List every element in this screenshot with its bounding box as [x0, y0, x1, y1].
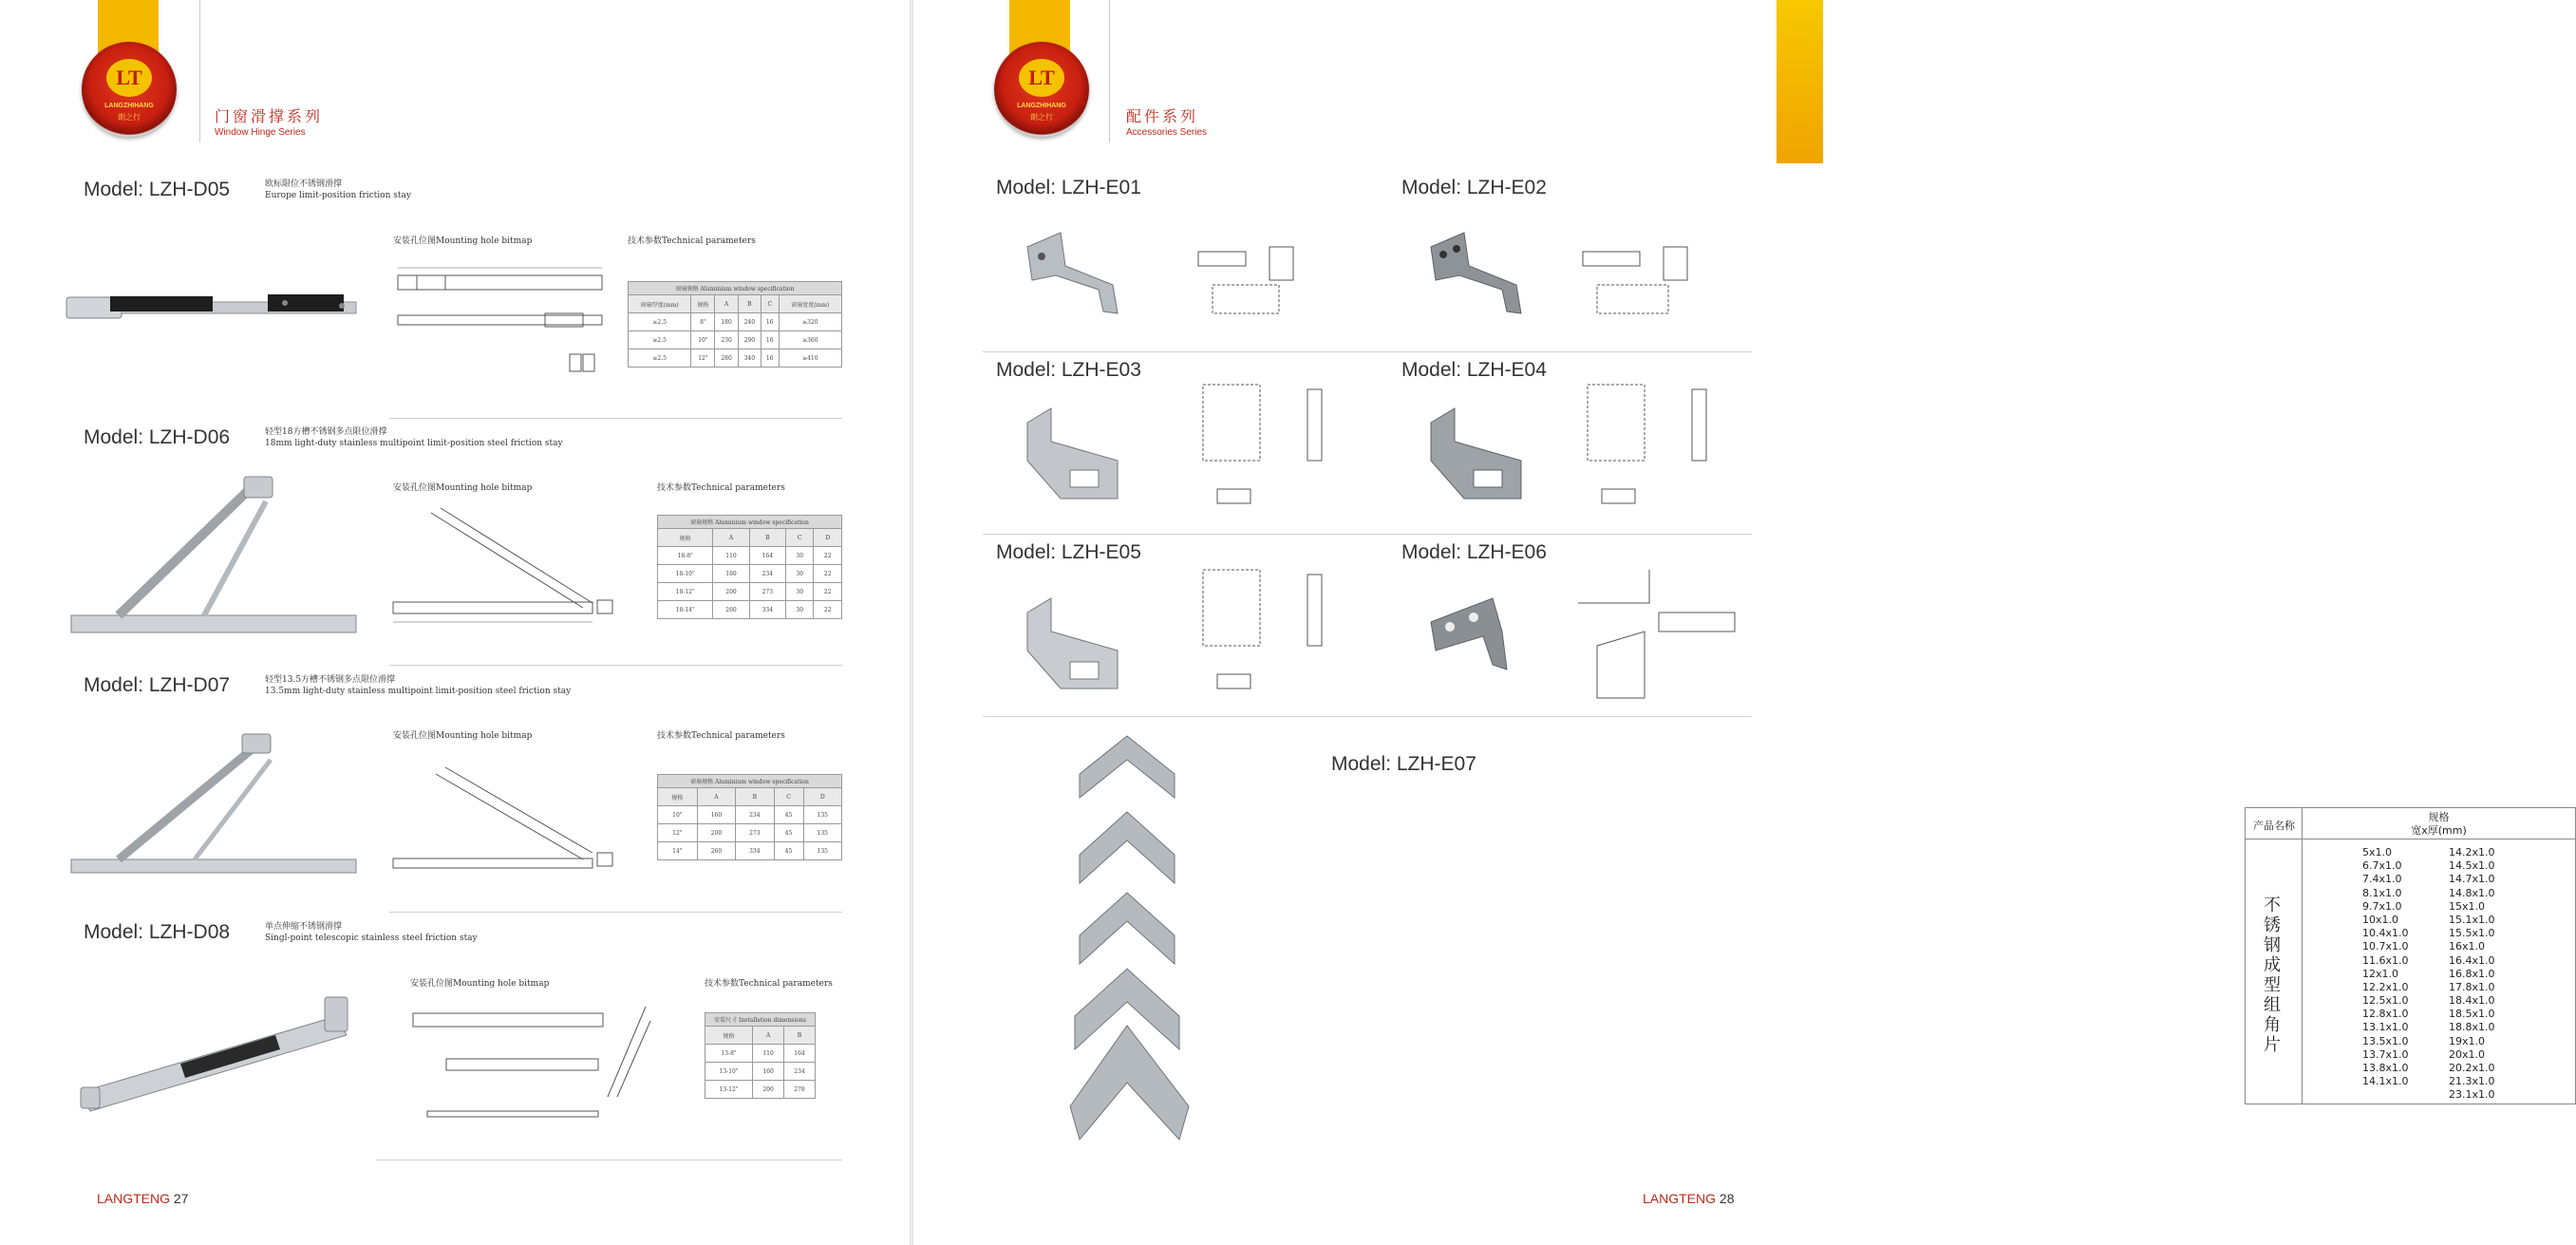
model-title-e01: Model: LZH-E01	[996, 177, 1141, 198]
page-number: 27	[173, 1191, 189, 1206]
spec-cell: ≥320	[779, 313, 841, 331]
catalog-page-left	[0, 0, 910, 1245]
technical-caption: 技术参数Technical parameters	[628, 236, 756, 246]
list-item: 15x1.0	[2449, 899, 2486, 913]
spec-cell: ≥2.5	[629, 331, 691, 349]
section-divider	[389, 665, 842, 666]
list-item: 11.6x1.0	[2362, 953, 2409, 967]
spec-cell: 334	[736, 842, 774, 860]
model-title-e06: Model: LZH-E06	[1401, 541, 1547, 563]
product-photo-d07	[71, 731, 361, 878]
spec-cell: ≥410	[779, 349, 841, 368]
page-edge-tab	[1777, 0, 1823, 163]
model-desc-d08	[265, 921, 478, 944]
list-item: 6.7x1.0	[2362, 859, 2402, 873]
spec-header: 规格	[658, 529, 713, 547]
page-footer	[1643, 1191, 1734, 1206]
product-photo-d08	[76, 992, 361, 1111]
spec-header: B	[738, 295, 761, 313]
list-item: 16.4x1.0	[2449, 953, 2495, 967]
table-header	[2246, 808, 2575, 839]
list-item: 7.4x1.0	[2362, 873, 2402, 886]
section-divider	[389, 418, 842, 419]
spec-cell: 22	[814, 565, 842, 583]
spec-cell: 22	[814, 583, 842, 601]
model-desc-en: 13.5mm light-duty stainless multipoint limit-position steel friction stay	[265, 687, 572, 696]
spec-list-col1	[2362, 846, 2409, 1088]
spec-cell: 164	[784, 1045, 816, 1063]
spec-cell: 260	[713, 601, 749, 619]
spec-cell: 13-12"	[705, 1081, 753, 1099]
mounting-caption: 安装孔位图Mounting hole bitmap	[410, 979, 550, 989]
list-item: 16x1.0	[2449, 940, 2486, 953]
spec-cell: 30	[786, 601, 814, 619]
drawing-e04	[1578, 375, 1749, 513]
list-item: 14.7x1.0	[2449, 873, 2495, 886]
spec-header: B	[736, 788, 774, 806]
spec-cell: 30	[786, 565, 814, 583]
model-title-e04: Model: LZH-E04	[1401, 359, 1547, 381]
spec-table-title: 窗扇规格 Aluminium window specification	[658, 775, 842, 788]
spec-cell: 16	[761, 313, 779, 331]
spec-list-col2	[2449, 846, 2495, 1103]
spec-cell: 160	[697, 806, 735, 824]
list-item: 21.3x1.0	[2449, 1075, 2495, 1088]
spec-header: 规格	[658, 788, 698, 806]
list-item: 23.1x1.0	[2449, 1088, 2495, 1102]
list-item: 12.2x1.0	[2362, 980, 2409, 993]
spec-cell: 13-10"	[705, 1063, 753, 1081]
spec-cell: 18-12"	[658, 583, 713, 601]
spec-header: B	[784, 1027, 816, 1045]
spec-cell: 13-8"	[705, 1045, 753, 1063]
table-row	[658, 601, 842, 619]
spec-cell: 280	[715, 349, 738, 368]
logo-brand: LANGZHIHANG	[104, 103, 154, 109]
spec-cell: 290	[738, 331, 761, 349]
product-photo-e05	[1023, 594, 1127, 698]
section-divider	[983, 534, 1752, 535]
list-item: 14.2x1.0	[2449, 846, 2495, 858]
spec-header: A	[753, 1027, 784, 1045]
list-item: 15.1x1.0	[2449, 913, 2495, 926]
spec-header: 窗扇厚度(mm)	[629, 295, 691, 313]
spec-cell: 273	[736, 824, 774, 842]
spec-cell: 278	[784, 1081, 816, 1099]
spec-cell: 334	[749, 601, 785, 619]
model-title-d08: Model: LZH-D08	[84, 921, 231, 943]
catalog-page-right	[913, 0, 2495, 1245]
footer-brand: LANGTENG	[97, 1191, 171, 1206]
list-item: 13.1x1.0	[2362, 1021, 2409, 1034]
mounting-drawing-d06	[393, 503, 621, 632]
table-row	[705, 1081, 816, 1099]
list-item: 17.8x1.0	[2449, 980, 2495, 993]
table-row	[629, 331, 842, 349]
spec-header: A	[713, 529, 749, 547]
spec-cell: 273	[749, 583, 785, 601]
list-item: 13.7x1.0	[2362, 1047, 2409, 1061]
product-name: 不锈钢成型组角片	[2264, 896, 2281, 1055]
list-item: 10.7x1.0	[2362, 940, 2409, 953]
spec-table-title: 窗扇规格 Aluminium window specification	[629, 282, 842, 295]
model-desc-d06	[265, 426, 563, 449]
logo-brand-cn: 朗之行	[118, 113, 141, 122]
spec-cell: 234	[749, 565, 785, 583]
table-row	[658, 547, 842, 565]
spec-cell: 135	[803, 842, 842, 860]
spec-header: C	[786, 529, 814, 547]
product-photo-d05	[66, 285, 366, 332]
model-title-e05: Model: LZH-E05	[996, 541, 1141, 563]
header-divider	[199, 0, 200, 142]
spec-cell: 135	[803, 824, 842, 842]
page-number: 28	[1719, 1191, 1735, 1206]
model-title-e07: Model: LZH-E07	[1331, 753, 1476, 775]
list-item: 10x1.0	[2362, 913, 2399, 926]
spec-cell: 234	[736, 806, 774, 824]
spec-cell: 12"	[658, 824, 698, 842]
spec-header: 规格	[691, 295, 715, 313]
spec-cell: 180	[715, 313, 738, 331]
header-divider	[1109, 0, 1110, 142]
series-title-en: Accessories Series	[1126, 127, 1208, 138]
table-row	[629, 349, 842, 368]
list-item: 12.8x1.0	[2362, 1008, 2409, 1021]
spec-header: A	[697, 788, 735, 806]
spec-header: C	[774, 788, 803, 806]
spec-cell: 260	[697, 842, 735, 860]
mounting-drawing-d05	[393, 256, 611, 389]
list-item: 18.4x1.0	[2449, 994, 2495, 1008]
model-title-d07: Model: LZH-D07	[84, 674, 231, 696]
model-title-e02: Model: LZH-E02	[1401, 177, 1547, 198]
table-row	[658, 806, 842, 824]
spec-cell: 240	[738, 313, 761, 331]
mounting-drawing-d08	[408, 1002, 655, 1125]
mounting-caption: 安装孔位图Mounting hole bitmap	[393, 236, 533, 246]
list-item: 5x1.0	[2362, 846, 2393, 858]
spec-header: B	[749, 529, 785, 547]
list-item: 18.5x1.0	[2449, 1008, 2495, 1021]
spec-cell: 340	[738, 349, 761, 368]
spec-cell: 16	[761, 349, 779, 368]
list-item: 10.4x1.0	[2362, 927, 2409, 940]
spec-cell: 16	[761, 331, 779, 349]
model-desc-en: Singl-point telescopic stainless steel friction stay	[265, 934, 478, 943]
spec-table-title: 安装尺寸 Installation dimensions	[705, 1013, 816, 1027]
spec-cell: ≥360	[779, 331, 841, 349]
header-spec-unit: 宽x厚(mm)	[2411, 824, 2467, 837]
drawing-e05	[1194, 560, 1364, 698]
spec-cell: 164	[749, 547, 785, 565]
logo-brand-cn: 朗之行	[1030, 113, 1053, 122]
footer-brand: LANGTENG	[1643, 1191, 1717, 1206]
model-desc-en: 18mm light-duty stainless multipoint limit-position steel friction stay	[265, 439, 563, 448]
spec-table-d05	[628, 281, 842, 368]
spec-cell: 14"	[658, 842, 698, 860]
mounting-caption: 安装孔位图Mounting hole bitmap	[393, 731, 533, 741]
brand-logo	[82, 42, 177, 137]
spec-cell: 160	[713, 565, 749, 583]
product-photo-d06	[71, 473, 361, 639]
spec-table-title: 窗扇规格 Aluminium window specification	[658, 516, 842, 529]
spec-header: 窗扇宽度(mm)	[779, 295, 841, 313]
model-title-d05: Model: LZH-D05	[84, 179, 231, 200]
spec-header: 规格	[705, 1027, 753, 1045]
model-desc-cn: 单点伸缩不锈钢滑撑	[265, 922, 343, 932]
spec-cell: 234	[784, 1063, 816, 1081]
product-photo-e06	[1426, 594, 1531, 679]
product-photo-e03	[1023, 404, 1127, 508]
spec-cell: 30	[786, 583, 814, 601]
model-title-e03: Model: LZH-E03	[996, 359, 1141, 381]
spec-cell: 22	[814, 547, 842, 565]
spec-cell: 200	[713, 583, 749, 601]
logo-mark: LT	[1019, 59, 1064, 97]
mounting-caption: 安装孔位图Mounting hole bitmap	[393, 483, 533, 493]
header-spec-title: 规格	[2428, 811, 2450, 823]
spec-cell: 110	[753, 1045, 784, 1063]
list-item: 20.2x1.0	[2449, 1062, 2495, 1074]
spec-cell: 160	[753, 1063, 784, 1081]
table-row	[705, 1045, 816, 1063]
model-desc-cn: 欧标限位不锈钢滑撑	[265, 179, 343, 189]
spec-cell: 200	[697, 824, 735, 842]
series-title-cn: 配件系列	[1126, 107, 1199, 125]
product-photo-e01	[1023, 228, 1127, 318]
spec-cell: 45	[774, 842, 803, 860]
model-desc-d05	[265, 179, 411, 201]
list-item: 13.8x1.0	[2362, 1062, 2409, 1074]
list-item: 9.7x1.0	[2362, 899, 2402, 913]
section-divider	[983, 716, 1752, 717]
spec-cell: 10"	[658, 806, 698, 824]
drawing-e02	[1578, 233, 1702, 328]
list-item: 13.5x1.0	[2362, 1034, 2409, 1047]
product-photo-e04	[1426, 404, 1531, 508]
model-desc-cn: 轻型13.5方槽不锈钢多点限位滑撑	[265, 675, 396, 685]
header-spec	[2303, 811, 2575, 838]
list-item: 15.5x1.0	[2449, 927, 2495, 940]
mounting-drawing-d07	[393, 760, 621, 878]
list-item: 18.8x1.0	[2449, 1021, 2495, 1034]
spec-cell: 135	[803, 806, 842, 824]
drawing-e06	[1573, 565, 1754, 703]
spec-cell: 30	[786, 547, 814, 565]
spec-cell: 45	[774, 806, 803, 824]
model-desc-d07	[265, 674, 571, 697]
product-photo-e07	[1070, 731, 1203, 1140]
spec-cell: 12"	[691, 349, 715, 368]
spec-cell: 110	[713, 547, 749, 565]
table-row	[705, 1063, 816, 1081]
spec-cell: 18-8"	[658, 547, 713, 565]
spec-cell: ≥2.5	[629, 313, 691, 331]
drawing-e03	[1194, 375, 1364, 513]
list-item: 12x1.0	[2362, 967, 2399, 980]
model-title-d06: Model: LZH-D06	[84, 426, 231, 448]
brand-logo	[994, 42, 1089, 137]
spec-cell: 18-14"	[658, 601, 713, 619]
list-item: 20x1.0	[2449, 1047, 2486, 1061]
list-item: 14.1x1.0	[2362, 1075, 2409, 1088]
spec-cell: 45	[774, 824, 803, 842]
product-photo-e02	[1426, 228, 1531, 318]
spec-cell: 200	[753, 1081, 784, 1099]
list-item: 14.5x1.0	[2449, 859, 2495, 873]
table-row	[658, 842, 842, 860]
spec-header: C	[761, 295, 779, 313]
spec-cell: 18-10"	[658, 565, 713, 583]
e07-spec-table	[2245, 807, 2576, 1104]
logo-brand: LANGZHIHANG	[1017, 103, 1066, 109]
list-item: 12.5x1.0	[2362, 994, 2409, 1008]
technical-caption: 技术参数Technical parameters	[657, 483, 785, 493]
spec-cell: 230	[715, 331, 738, 349]
section-divider	[389, 912, 842, 913]
spec-header: D	[803, 788, 842, 806]
column-divider	[2302, 808, 2303, 1104]
spec-table-d06	[657, 515, 842, 619]
spec-cell: 22	[814, 601, 842, 619]
list-item: 8.1x1.0	[2362, 886, 2402, 899]
spec-header: A	[715, 295, 738, 313]
table-row	[658, 565, 842, 583]
model-desc-cn: 轻型18方槽不锈钢多点限位滑撑	[265, 427, 387, 437]
logo-mark: LT	[106, 59, 152, 97]
list-item: 16.8x1.0	[2449, 967, 2495, 980]
header-product-name: 产品名称	[2253, 820, 2295, 832]
series-title-cn: 门窗滑撑系列	[215, 107, 324, 125]
list-item: 14.8x1.0	[2449, 886, 2495, 899]
table-row	[658, 583, 842, 601]
series-title-en: Window Hinge Series	[215, 127, 306, 138]
technical-caption: 技术参数Technical parameters	[705, 979, 833, 989]
spec-cell: ≥2.5	[629, 349, 691, 368]
spec-cell: 10"	[691, 331, 715, 349]
spec-table-d07	[657, 774, 842, 860]
spec-cell: 8"	[691, 313, 715, 331]
spec-table-d08	[705, 1012, 816, 1099]
spec-header: D	[814, 529, 842, 547]
drawing-e01	[1194, 233, 1307, 328]
page-footer	[97, 1191, 188, 1206]
list-item: 19x1.0	[2449, 1034, 2486, 1047]
section-divider	[983, 351, 1752, 352]
model-desc-en: Europe limit-position friction stay	[265, 191, 411, 200]
table-row	[658, 824, 842, 842]
table-row	[629, 313, 842, 331]
technical-caption: 技术参数Technical parameters	[657, 731, 785, 741]
